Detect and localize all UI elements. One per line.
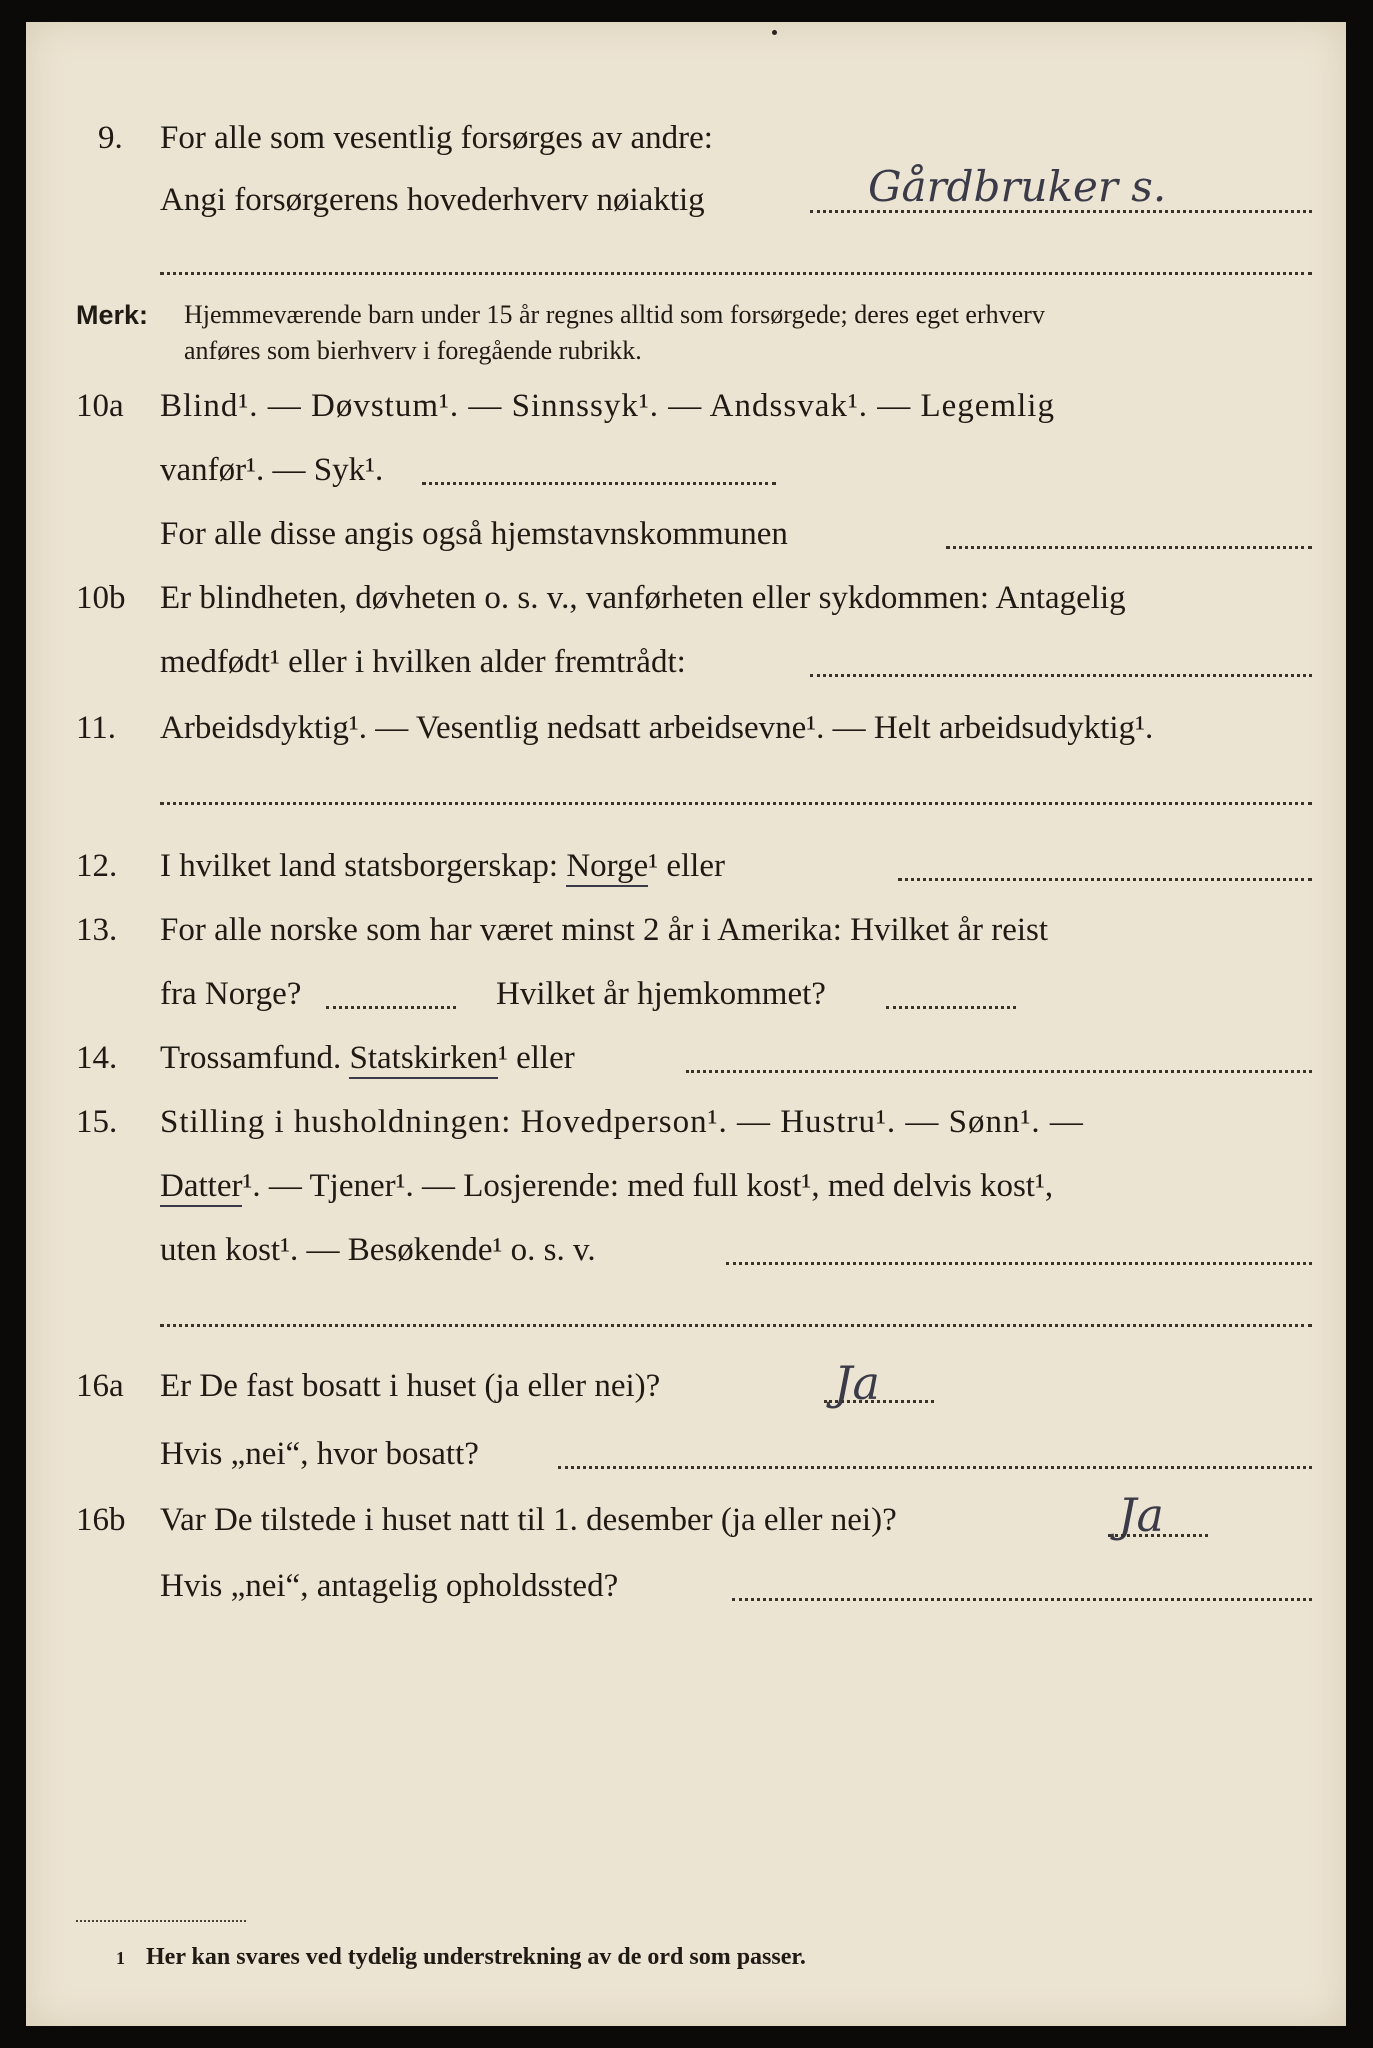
q14-underlined-statskirken[interactable]: Statskirken	[349, 1040, 497, 1079]
q15-extra-line	[160, 1324, 1312, 1327]
merk-label: Merk:	[76, 300, 149, 330]
q10a-number: 10a	[76, 388, 124, 424]
q15-answer-line	[726, 1262, 1312, 1265]
q16a-line1: Er De fast bosatt i huset (ja eller nei)?	[160, 1368, 661, 1404]
q9-number: 9.	[98, 120, 123, 156]
q12-prefix: I hvilket land statsborgerskap:	[160, 848, 559, 884]
q9-handwritten-answer[interactable]: Gårdbruker s.	[868, 162, 1167, 211]
q16a-line2: Hvis „nei“, hvor bosatt?	[160, 1436, 479, 1472]
q13-number: 13.	[76, 912, 118, 948]
q16b-number: 16b	[76, 1502, 126, 1538]
q16b-answer-line	[1108, 1534, 1208, 1537]
footnote-mark: 1	[116, 1948, 125, 1968]
q14-suffix: ¹ eller	[497, 1040, 575, 1076]
q16b-handwritten-answer[interactable]: Ja	[1118, 1488, 1164, 1542]
q14-line	[160, 1040, 575, 1077]
q10b-number: 10b	[76, 580, 126, 616]
q14-prefix: Trossamfund.	[160, 1040, 342, 1076]
q14-number: 14.	[76, 1040, 118, 1076]
q10a-line2: vanfør¹. — Syk¹.	[160, 452, 384, 488]
q15-line3: uten kost¹. — Besøkende¹ o. s. v.	[160, 1232, 596, 1268]
q10b-answer-line	[810, 674, 1312, 677]
q10b-line2: medfødt¹ eller i hvilken alder fremtrådt:	[160, 644, 686, 680]
q12-suffix: ¹ eller	[648, 848, 725, 884]
census-form-page	[26, 22, 1346, 2026]
q13-reist-line	[326, 1006, 456, 1009]
merk-line2: anføres som bierhverv i foregående rubrikk.	[184, 336, 642, 365]
q15-line1: Stilling i husholdningen: Hovedperson¹. — Hustru¹. — Sønn¹. —	[160, 1104, 1084, 1140]
q16b-opholdssted-line	[732, 1598, 1312, 1601]
q12-number: 12.	[76, 848, 118, 884]
q10a-syk-line	[422, 482, 776, 485]
q14-answer-line	[686, 1070, 1312, 1073]
q16b-line1: Var De tilstede i huset natt til 1. desember (ja eller nei)?	[160, 1502, 897, 1538]
q16a-bosatt-line	[558, 1466, 1312, 1469]
q16a-handwritten-answer[interactable]: Ja	[834, 1356, 880, 1410]
q13-line1: For alle norske som har været minst 2 år i Amerika: Hvilket år reist	[160, 912, 1049, 948]
q10a-line1: Blind¹. — Døvstum¹. — Sinnssyk¹. — Andssvak¹. — Legemlig	[160, 388, 1055, 424]
q15-number: 15.	[76, 1104, 118, 1140]
q12-underlined-norge[interactable]: Norge	[566, 848, 648, 887]
q12-answer-line	[898, 878, 1312, 881]
q11-extra-line	[160, 802, 1312, 805]
merk-line1: Hjemmeværende barn under 15 år regnes alltid som forsørgede; deres eget erhverv	[184, 300, 1045, 329]
q13-hjemkommet-line	[886, 1006, 1016, 1009]
q13-line2a: fra Norge?	[160, 976, 302, 1012]
q12-line	[160, 848, 725, 885]
q13-line2b: Hvilket år hjemkommet?	[496, 976, 826, 1012]
q10b-line1: Er blindheten, døvheten o. s. v., vanførheten eller sykdommen: Antagelig	[160, 580, 1126, 616]
q9-line2: Angi forsørgerens hovederhverv nøiaktig	[160, 182, 705, 218]
q16a-answer-line	[824, 1400, 934, 1403]
q16a-number: 16a	[76, 1368, 124, 1404]
q10a-kommune-line	[946, 546, 1312, 549]
q9-extra-line	[160, 272, 1312, 275]
footnote-rule	[76, 1920, 246, 1922]
q16b-line2: Hvis „nei“, antagelig opholdssted?	[160, 1568, 619, 1604]
q15-line2-rest: ¹. — Tjener¹. — Losjerende: med full kost¹, med delvis kost¹,	[242, 1168, 1054, 1204]
q11-number: 11.	[76, 710, 117, 746]
q9-line1: For alle som vesentlig forsørges av andre:	[160, 120, 713, 156]
page-dot	[772, 30, 777, 35]
q11-line1: Arbeidsdyktig¹. — Vesentlig nedsatt arbeidsevne¹. — Helt arbeidsudyktig¹.	[160, 710, 1154, 746]
q15-underlined-datter[interactable]: Datter	[160, 1168, 242, 1207]
q15-line2	[160, 1168, 1053, 1205]
footnote-text: Her kan svares ved tydelig understrekning av de ord som passer.	[146, 1944, 806, 1970]
q10a-line3: For alle disse angis også hjemstavnskommunen	[160, 516, 788, 552]
